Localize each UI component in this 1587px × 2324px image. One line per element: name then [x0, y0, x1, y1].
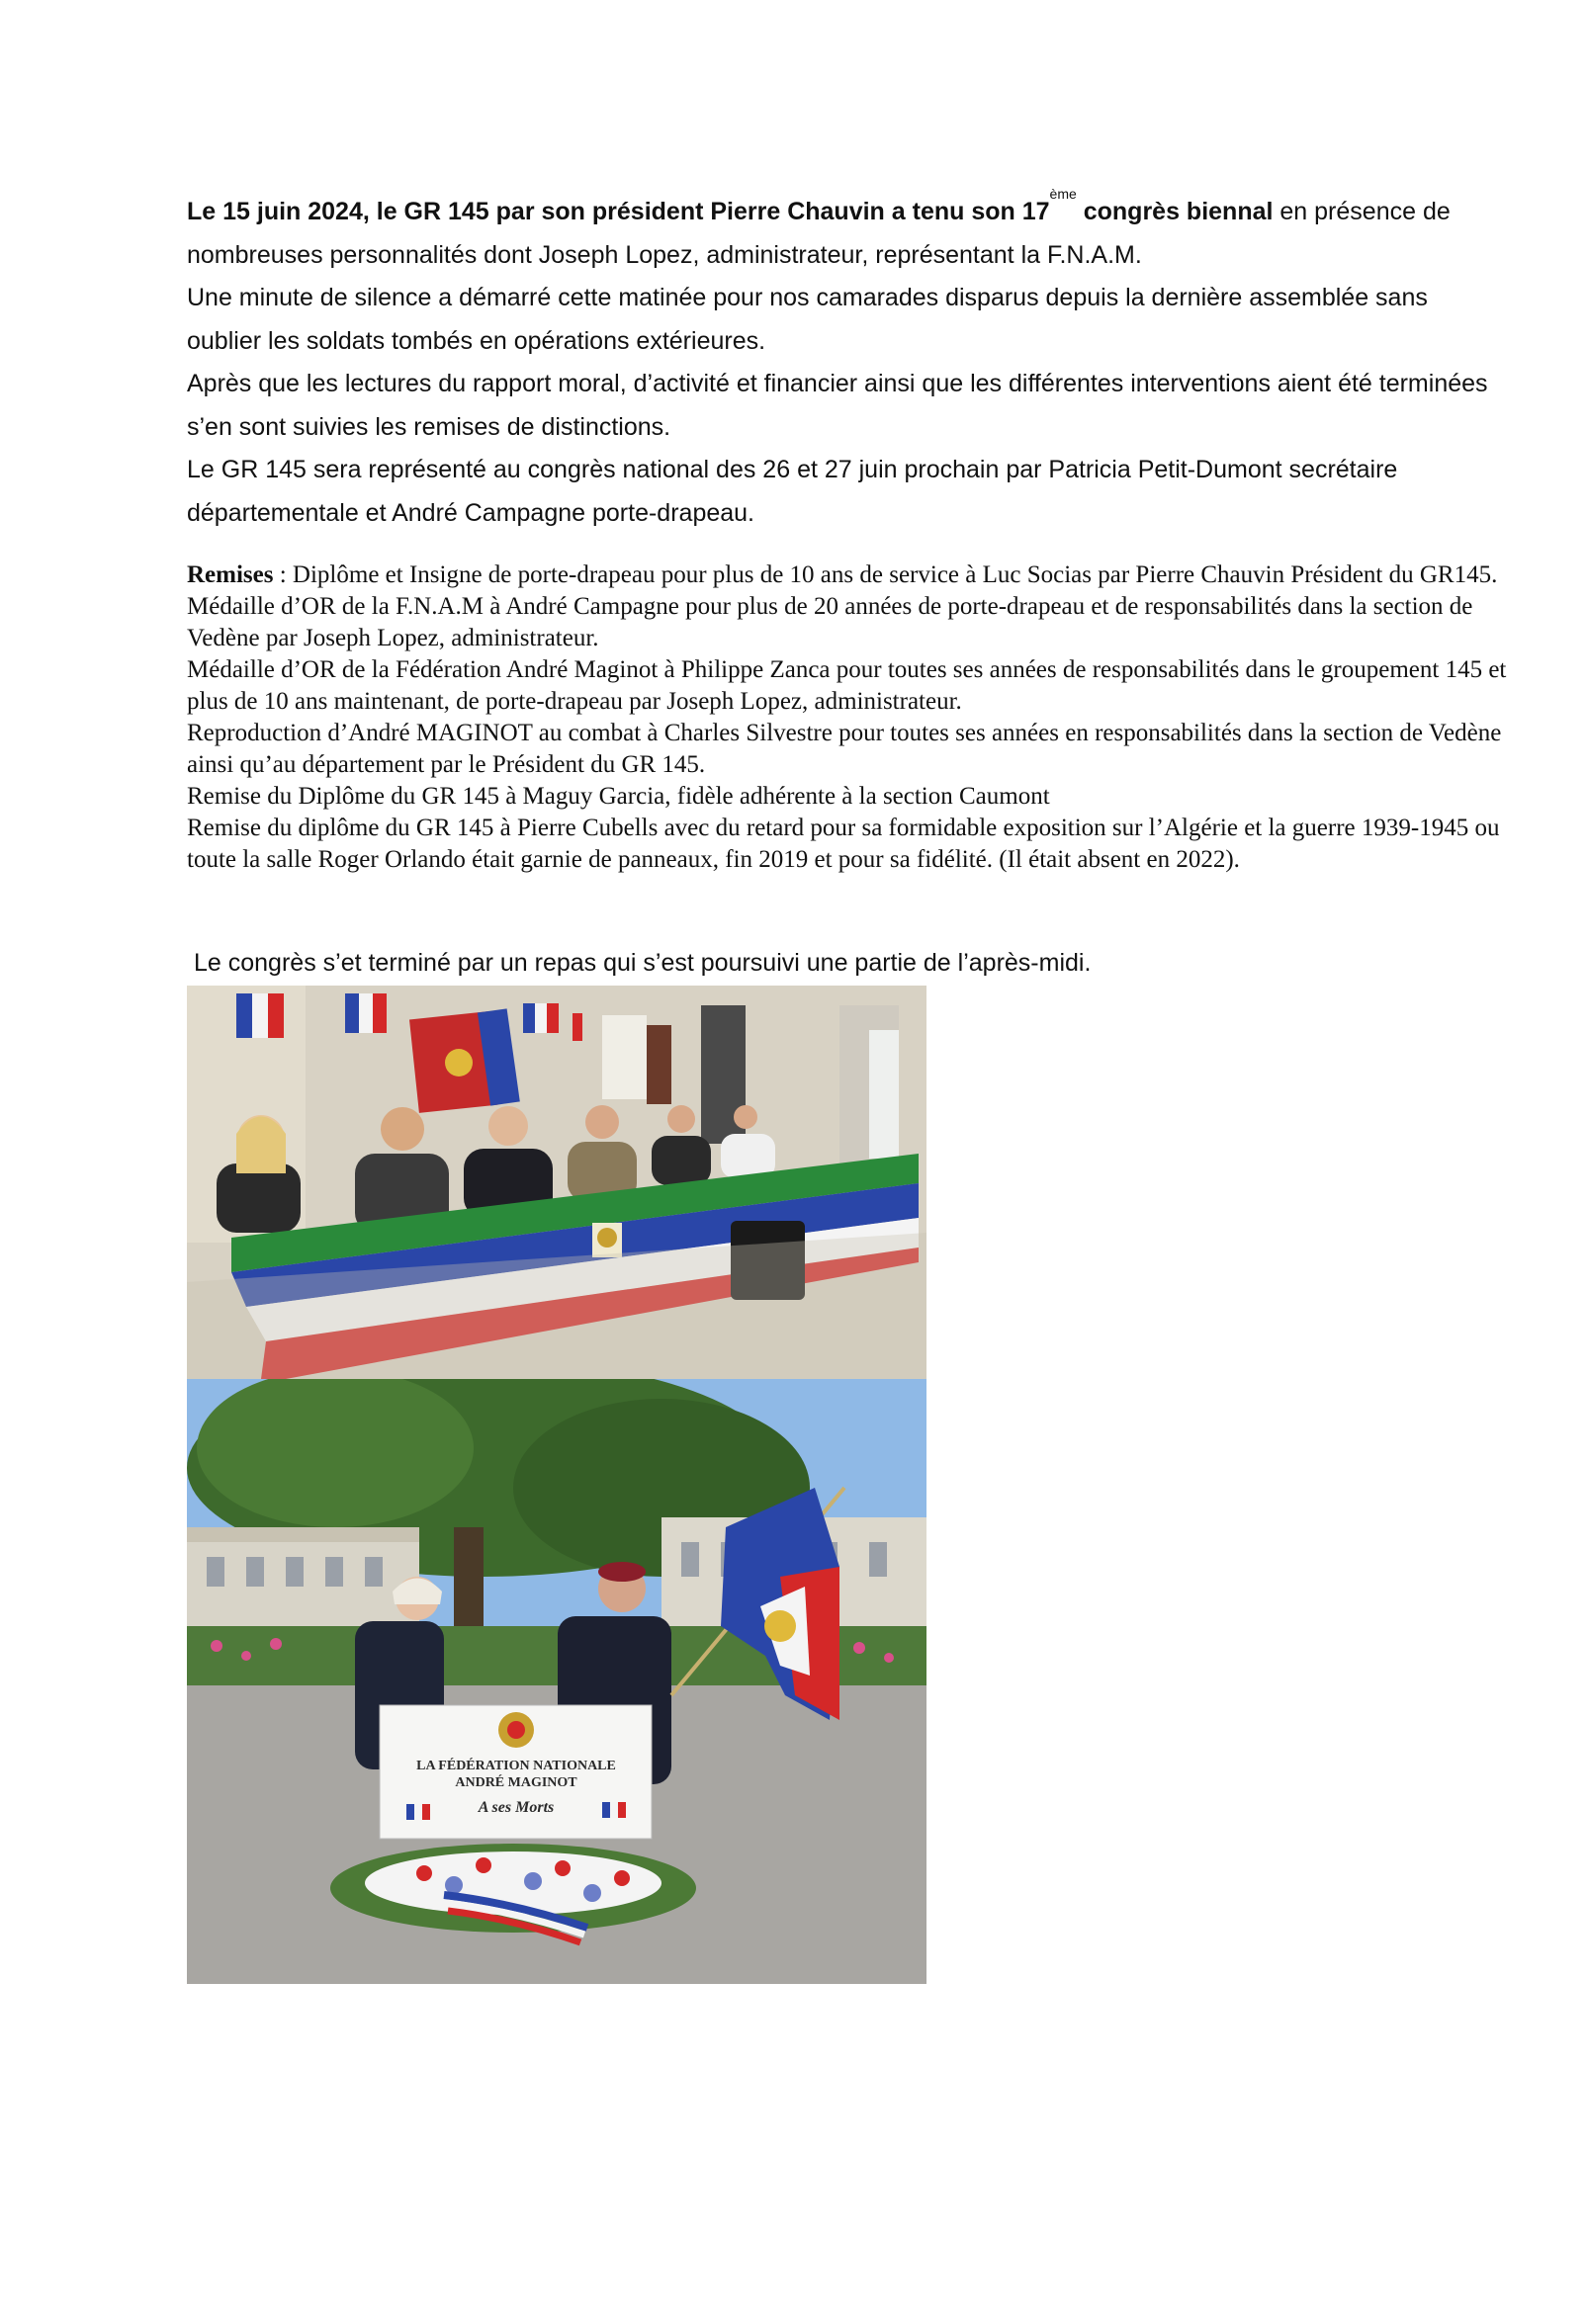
remise-text-1: : Diplôme et Insigne de porte-drapeau pour plus de 10 ans de service à Luc Socias par Pierre Chauvin Président du GR145.	[273, 561, 1498, 588]
plaque-line-2: ANDRÉ MAGINOT	[455, 1775, 577, 1790]
closing-text: Le congrès s’et terminé par un repas qui s’est poursuivi une partie de l’après-midi.	[194, 949, 1092, 977]
remise-item-3: Médaille d’OR de la Fédération André Maginot à Philippe Zanca pour toutes ses années de responsabilités dans le groupement 145 et plus de 10 ans maintenant, de porte-drapeau par Joseph Lopez, administrateur.	[187, 656, 1507, 715]
intro-bold-a: Le 15 juin 2024, le GR 145 par son président Pierre Chauvin a tenu son 17	[187, 198, 1050, 225]
remise-item-5: Remise du Diplôme du GR 145 à Maguy Garcia, fidèle adhérente à la section Caumont	[187, 783, 1050, 810]
remise-item-2: Médaille d’OR de la F.N.A.M à André Campagne pour plus de 20 années de porte-drapeau et de responsabilités dans la section de Vedène par Joseph Lopez, administrateur.	[187, 593, 1473, 651]
intro-paragraph-2: Une minute de silence a démarré cette matinée pour nos camarades disparus depuis la dernière assemblée sans oublier les soldats tombés en opérations extérieures.	[187, 284, 1428, 355]
remises-label: Remises	[187, 561, 274, 588]
intro-superscript: ème	[1049, 186, 1077, 202]
remise-item-4: Reproduction d’André MAGINOT au combat à Charles Silvestre pour toutes ses années en responsabilités dans la section de Vedène ainsi qu’au département par le Président du GR 145.	[187, 720, 1502, 778]
intro-paragraph-4: Le GR 145 sera représenté au congrès national des 26 et 27 juin prochain par Patricia Petit-Dumont secrétaire départementale et André Campagne porte-drapeau.	[187, 456, 1398, 527]
intro-bold-b: congrès biennal	[1076, 198, 1274, 225]
memorial-ceremony-photo	[187, 1379, 926, 1984]
remise-item-6: Remise du diplôme du GR 145 à Pierre Cubells avec du retard pour sa formidable exposition sur l’Algérie et la guerre 1939-1945 ou toute la salle Roger Orlando était garnie de panneaux, fin 2019 et pour sa fidélité. (Il était absent en 2022).	[187, 815, 1500, 873]
plaque-line-3: A ses Morts	[478, 1799, 555, 1816]
intro-paragraph-1	[187, 186, 1502, 277]
memorial-plaque	[380, 1705, 652, 1839]
remises-list	[187, 559, 1517, 876]
congress-table-photo	[187, 986, 926, 1379]
remise-item-1	[187, 559, 1517, 591]
plaque-line-1: LA FÉDÉRATION NATIONALE	[416, 1759, 616, 1773]
intro-text	[187, 186, 1502, 535]
intro-p1-rest: en présence de nombreuses personnalités dont Joseph Lopez, administrateur, représentant la F.N.A.M.	[187, 198, 1451, 269]
intro-paragraph-3: Après que les lectures du rapport moral, d’activité et financier ainsi que les différentes interventions aient été terminées s’en sont suivies les remises de distinctions.	[187, 370, 1488, 441]
